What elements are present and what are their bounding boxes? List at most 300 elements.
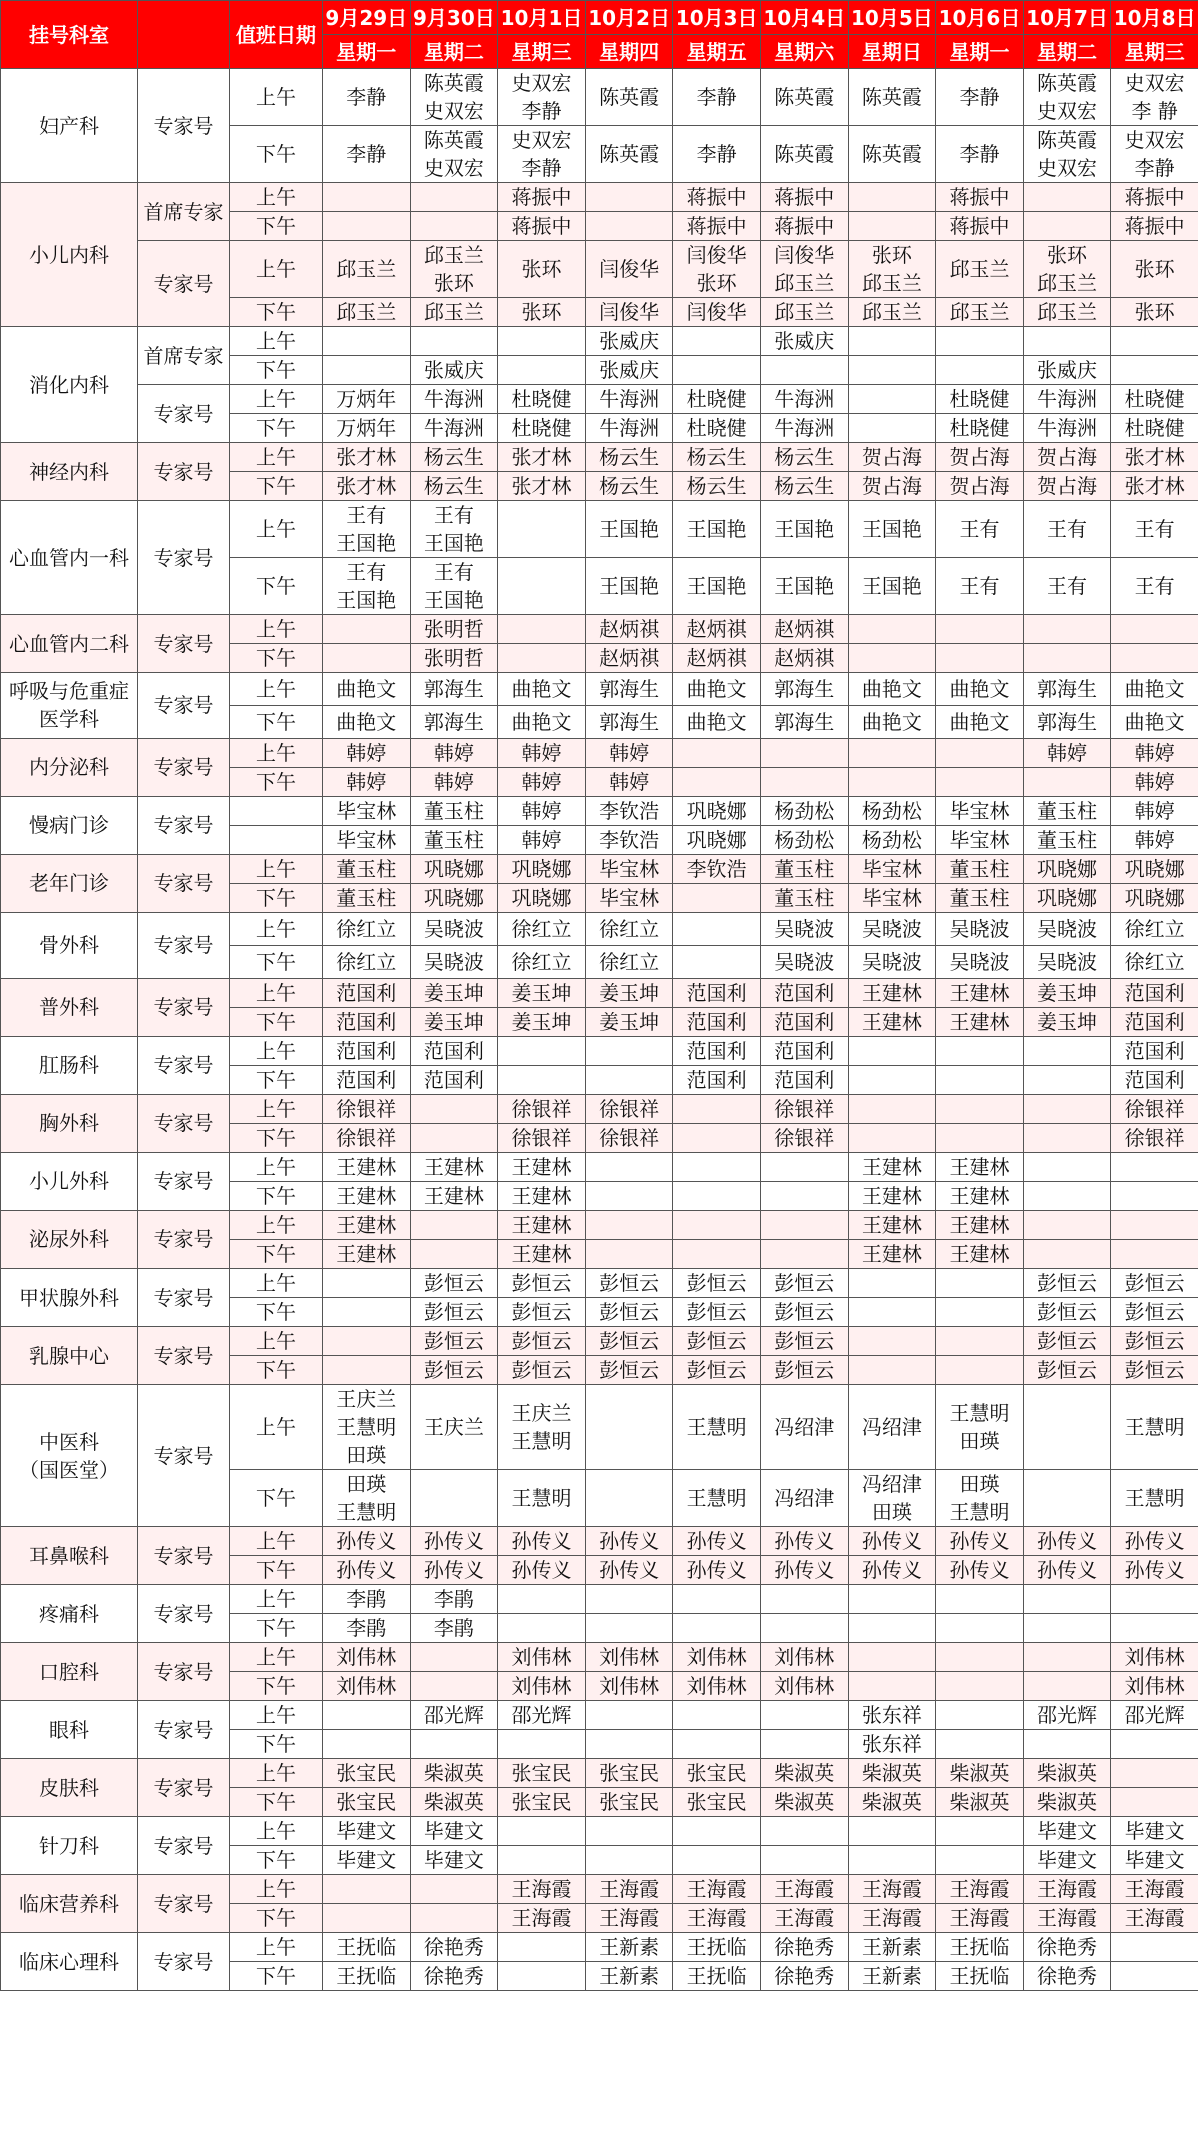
doctor-cell: 王有 <box>1111 501 1198 558</box>
doctor-cell: 韩婷 <box>1111 738 1198 767</box>
doctor-cell <box>936 1123 1024 1152</box>
doctor-cell: 王建林 <box>848 978 936 1007</box>
department-name: 临床心理科 <box>1 1933 138 1991</box>
doctor-cell <box>323 1356 411 1385</box>
doctor-cell: 王海霞 <box>498 1904 586 1933</box>
period-label: 下午 <box>230 1007 323 1036</box>
doctor-cell: 韩婷 <box>323 738 411 767</box>
doctor-cell: 邵光辉 <box>410 1701 498 1730</box>
doctor-cell: 王建林 <box>936 978 1024 1007</box>
department-name: 妇产科 <box>1 69 138 183</box>
doctor-cell: 田瑛 王慧明 <box>936 1470 1024 1527</box>
doctor-cell: 刘伟林 <box>323 1643 411 1672</box>
registration-type: 专家号 <box>138 241 230 327</box>
schedule-row <box>1 673 1198 706</box>
doctor-cell: 陈英霞 史双宏 <box>410 69 498 126</box>
doctor-cell: 毕宝林 <box>848 854 936 883</box>
doctor-cell <box>673 738 761 767</box>
department-name: 内分泌科 <box>1 738 138 796</box>
doctor-cell: 吴晓波 <box>848 945 936 978</box>
doctor-cell: 姜玉坤 <box>585 1007 673 1036</box>
period-label: 上午 <box>230 1817 323 1846</box>
doctor-cell: 李鹃 <box>323 1585 411 1614</box>
doctor-cell: 王国艳 <box>760 558 848 615</box>
doctor-cell: 李鹃 <box>410 1585 498 1614</box>
doctor-cell: 郭海生 <box>1023 705 1111 738</box>
registration-type: 专家号 <box>138 796 230 854</box>
doctor-cell: 赵炳祺 <box>673 644 761 673</box>
period-label: 下午 <box>230 1962 323 1991</box>
doctor-cell: 杨云生 <box>673 472 761 501</box>
doctor-cell <box>760 1181 848 1210</box>
period-label: 上午 <box>230 1268 323 1297</box>
doctor-cell <box>1023 1065 1111 1094</box>
department-name: 普外科 <box>1 978 138 1036</box>
registration-type: 专家号 <box>138 1817 230 1875</box>
doctor-cell <box>323 212 411 241</box>
doctor-cell: 蒋振中 <box>936 212 1024 241</box>
doctor-cell <box>1023 1123 1111 1152</box>
doctor-cell: 王建林 <box>936 1007 1024 1036</box>
doctor-cell <box>936 644 1024 673</box>
doctor-cell: 吴晓波 <box>1023 945 1111 978</box>
doctor-cell: 贺占海 <box>936 443 1024 472</box>
doctor-cell: 曲艳文 <box>1111 705 1198 738</box>
doctor-cell: 孙传义 <box>760 1556 848 1585</box>
doctor-cell: 王海霞 <box>848 1875 936 1904</box>
doctor-cell <box>936 1730 1024 1759</box>
doctor-cell <box>323 615 411 644</box>
doctor-cell: 王建林 <box>848 1152 936 1181</box>
period-label: 下午 <box>230 472 323 501</box>
doctor-cell: 徐红立 <box>1111 912 1198 945</box>
doctor-cell: 姜玉坤 <box>410 1007 498 1036</box>
doctor-cell <box>673 767 761 796</box>
doctor-cell: 曲艳文 <box>323 705 411 738</box>
doctor-cell: 王国艳 <box>585 558 673 615</box>
department-name: 中医科 （国医堂） <box>1 1385 138 1527</box>
weekday-header: 星期日 <box>848 35 936 69</box>
doctor-cell <box>585 1817 673 1846</box>
registration-type: 专家号 <box>138 1152 230 1210</box>
department-name: 口腔科 <box>1 1643 138 1701</box>
doctor-cell <box>498 644 586 673</box>
doctor-cell <box>410 1904 498 1933</box>
doctor-cell <box>585 1152 673 1181</box>
doctor-cell: 刘伟林 <box>585 1672 673 1701</box>
doctor-cell: 孙传义 <box>848 1527 936 1556</box>
doctor-cell: 彭恒云 <box>498 1298 586 1327</box>
doctor-cell: 柴淑英 <box>410 1759 498 1788</box>
schedule-row <box>1 241 1198 298</box>
doctor-cell: 徐红立 <box>585 945 673 978</box>
schedule-body <box>1 69 1198 1991</box>
doctor-cell: 闫俊华 <box>585 241 673 298</box>
doctor-cell <box>1023 1239 1111 1268</box>
period-label: 上午 <box>230 912 323 945</box>
doctor-cell <box>410 1210 498 1239</box>
registration-type: 专家号 <box>138 1094 230 1152</box>
doctor-cell <box>498 501 586 558</box>
doctor-cell <box>673 945 761 978</box>
doctor-cell: 蒋振中 <box>673 212 761 241</box>
doctor-cell: 董玉柱 <box>1023 796 1111 825</box>
doctor-cell <box>1111 1614 1198 1643</box>
doctor-cell <box>673 1817 761 1846</box>
doctor-cell: 郭海生 <box>410 673 498 706</box>
doctor-cell: 邱玉兰 <box>410 298 498 327</box>
doctor-cell: 徐艳秀 <box>1023 1962 1111 1991</box>
doctor-cell: 郭海生 <box>410 705 498 738</box>
doctor-cell <box>1111 1585 1198 1614</box>
registration-type: 专家号 <box>138 501 230 615</box>
doctor-cell <box>585 183 673 212</box>
doctor-cell <box>936 1036 1024 1065</box>
doctor-cell: 刘伟林 <box>673 1672 761 1701</box>
doctor-cell: 范国利 <box>323 1065 411 1094</box>
doctor-cell: 范国利 <box>1111 978 1198 1007</box>
doctor-cell: 王庆兰 王慧明 <box>498 1385 586 1470</box>
department-name: 疼痛科 <box>1 1585 138 1643</box>
doctor-cell: 陈英霞 <box>848 69 936 126</box>
registration-type: 专家号 <box>138 1527 230 1585</box>
department-name: 小儿内科 <box>1 183 138 327</box>
doctor-cell: 韩婷 <box>498 796 586 825</box>
weekday-header: 星期一 <box>323 35 411 69</box>
doctor-cell: 邱玉兰 张环 <box>410 241 498 298</box>
doctor-cell: 孙传义 <box>673 1556 761 1585</box>
doctor-cell <box>1111 1933 1198 1962</box>
doctor-cell: 牛海洲 <box>585 385 673 414</box>
schedule-row <box>1 1527 1198 1556</box>
department-name: 心血管内二科 <box>1 615 138 673</box>
doctor-cell <box>410 1123 498 1152</box>
doctor-cell <box>848 644 936 673</box>
doctor-cell <box>936 356 1024 385</box>
department-name: 神经内科 <box>1 443 138 501</box>
period-label <box>230 796 323 825</box>
doctor-cell: 姜玉坤 <box>1023 1007 1111 1036</box>
doctor-cell: 杨劲松 <box>848 825 936 854</box>
doctor-cell: 贺占海 <box>848 443 936 472</box>
doctor-cell <box>1023 1036 1111 1065</box>
doctor-cell <box>673 1585 761 1614</box>
doctor-cell: 邱玉兰 <box>848 298 936 327</box>
period-label: 下午 <box>230 1356 323 1385</box>
doctor-cell: 孙传义 <box>410 1556 498 1585</box>
doctor-cell: 孙传义 <box>323 1527 411 1556</box>
doctor-cell: 范国利 <box>760 1065 848 1094</box>
doctor-cell: 彭恒云 <box>410 1356 498 1385</box>
doctor-cell: 田瑛 王慧明 <box>323 1470 411 1527</box>
doctor-cell: 张宝民 <box>323 1759 411 1788</box>
period-label: 下午 <box>230 705 323 738</box>
doctor-cell <box>673 1123 761 1152</box>
doctor-cell: 王抚临 <box>936 1962 1024 1991</box>
registration-type: 专家号 <box>138 1933 230 1991</box>
doctor-cell: 徐银祥 <box>498 1094 586 1123</box>
doctor-cell: 张宝民 <box>323 1788 411 1817</box>
doctor-cell: 王有 <box>1023 501 1111 558</box>
doctor-cell: 巩晓娜 <box>1023 854 1111 883</box>
doctor-cell: 毕建文 <box>323 1846 411 1875</box>
doctor-cell: 柴淑英 <box>848 1759 936 1788</box>
doctor-cell: 陈英霞 史双宏 <box>1023 69 1111 126</box>
period-label: 下午 <box>230 1470 323 1527</box>
doctor-cell: 孙传义 <box>936 1527 1024 1556</box>
doctor-cell: 王有 <box>1111 558 1198 615</box>
doctor-cell: 王有 王国艳 <box>323 558 411 615</box>
doctor-cell: 赵炳祺 <box>760 644 848 673</box>
date-header: 10月3日 <box>673 1 761 35</box>
period-label: 下午 <box>230 1181 323 1210</box>
registration-type: 专家号 <box>138 738 230 796</box>
doctor-cell: 彭恒云 <box>410 1327 498 1356</box>
doctor-cell: 蒋振中 <box>936 183 1024 212</box>
doctor-cell <box>498 1817 586 1846</box>
schedule-row <box>1 1933 1198 1962</box>
doctor-cell: 董玉柱 <box>410 796 498 825</box>
doctor-cell: 彭恒云 <box>1111 1327 1198 1356</box>
registration-type: 专家号 <box>138 1701 230 1759</box>
doctor-cell <box>410 1239 498 1268</box>
doctor-cell: 孙传义 <box>498 1556 586 1585</box>
doctor-cell: 李静 <box>323 69 411 126</box>
doctor-cell <box>936 1298 1024 1327</box>
department-name: 呼吸与危重症 医学科 <box>1 673 138 739</box>
doctor-cell: 陈英霞 <box>848 126 936 183</box>
doctor-cell: 柴淑英 <box>760 1788 848 1817</box>
doctor-cell: 王新素 <box>585 1933 673 1962</box>
doctor-cell: 邵光辉 <box>1023 1701 1111 1730</box>
doctor-cell: 曲艳文 <box>673 673 761 706</box>
period-label: 上午 <box>230 1094 323 1123</box>
doctor-cell: 董玉柱 <box>760 883 848 912</box>
doctor-cell <box>585 1385 673 1470</box>
doctor-cell: 徐银祥 <box>585 1123 673 1152</box>
doctor-cell: 王新素 <box>848 1962 936 1991</box>
doctor-cell <box>1023 1181 1111 1210</box>
doctor-cell: 杨云生 <box>585 443 673 472</box>
doctor-cell: 曲艳文 <box>936 673 1024 706</box>
period-label: 上午 <box>230 501 323 558</box>
weekday-header: 星期三 <box>498 35 586 69</box>
doctor-cell: 孙传义 <box>936 1556 1024 1585</box>
period-label <box>230 825 323 854</box>
doctor-cell: 徐红立 <box>323 912 411 945</box>
doctor-cell: 吴晓波 <box>1023 912 1111 945</box>
doctor-cell <box>760 1846 848 1875</box>
doctor-cell: 韩婷 <box>410 767 498 796</box>
doctor-cell: 毕宝林 <box>848 883 936 912</box>
doctor-cell: 李静 <box>673 69 761 126</box>
doctor-cell: 彭恒云 <box>585 1356 673 1385</box>
weekday-header: 星期二 <box>410 35 498 69</box>
period-label: 上午 <box>230 1210 323 1239</box>
doctor-cell: 史双宏 李静 <box>1111 126 1198 183</box>
doctor-cell <box>673 1614 761 1643</box>
doctor-cell <box>323 356 411 385</box>
doctor-cell <box>585 1730 673 1759</box>
doctor-cell: 韩婷 <box>323 767 411 796</box>
doctor-cell: 孙传义 <box>498 1527 586 1556</box>
doctor-cell: 孙传义 <box>848 1556 936 1585</box>
doctor-cell <box>936 738 1024 767</box>
doctor-cell <box>673 356 761 385</box>
doctor-cell: 王海霞 <box>585 1875 673 1904</box>
doctor-cell: 王建林 <box>410 1181 498 1210</box>
header-dept: 挂号科室 <box>1 1 138 69</box>
doctor-cell: 张威庆 <box>760 327 848 356</box>
date-header: 9月30日 <box>410 1 498 35</box>
period-label: 下午 <box>230 767 323 796</box>
doctor-cell: 彭恒云 <box>1023 1327 1111 1356</box>
registration-type: 专家号 <box>138 854 230 912</box>
registration-type: 专家号 <box>138 673 230 739</box>
doctor-cell: 王有 <box>936 558 1024 615</box>
doctor-cell <box>760 1817 848 1846</box>
doctor-cell: 韩婷 <box>498 767 586 796</box>
doctor-cell: 闫俊华 张环 <box>673 241 761 298</box>
doctor-cell: 吴晓波 <box>760 912 848 945</box>
doctor-cell: 姜玉坤 <box>1023 978 1111 1007</box>
doctor-cell: 韩婷 <box>410 738 498 767</box>
doctor-cell: 刘伟林 <box>498 1672 586 1701</box>
period-label: 下午 <box>230 414 323 443</box>
doctor-cell: 王国艳 <box>673 501 761 558</box>
doctor-cell: 董玉柱 <box>323 854 411 883</box>
schedule-row <box>1 854 1198 883</box>
doctor-cell: 郭海生 <box>585 705 673 738</box>
doctor-cell <box>323 327 411 356</box>
doctor-cell: 杜晓健 <box>1111 414 1198 443</box>
doctor-cell <box>760 1239 848 1268</box>
doctor-cell: 柴淑英 <box>760 1759 848 1788</box>
doctor-cell <box>936 1094 1024 1123</box>
doctor-cell <box>585 1701 673 1730</box>
doctor-cell: 牛海洲 <box>760 385 848 414</box>
doctor-cell <box>585 1036 673 1065</box>
doctor-cell <box>936 1327 1024 1356</box>
doctor-cell: 王慧明 田瑛 <box>936 1385 1024 1470</box>
doctor-cell: 王国艳 <box>848 558 936 615</box>
doctor-cell <box>760 738 848 767</box>
registration-type: 首席专家 <box>138 183 230 241</box>
doctor-cell: 彭恒云 <box>498 1356 586 1385</box>
doctor-cell <box>936 1614 1024 1643</box>
doctor-cell: 张才林 <box>498 443 586 472</box>
doctor-cell: 范国利 <box>323 978 411 1007</box>
doctor-cell: 张威庆 <box>410 356 498 385</box>
doctor-cell: 邱玉兰 <box>323 241 411 298</box>
doctor-cell: 王建林 <box>848 1181 936 1210</box>
doctor-cell <box>848 1094 936 1123</box>
doctor-cell <box>1023 1152 1111 1181</box>
doctor-cell: 毕建文 <box>410 1846 498 1875</box>
doctor-cell <box>936 1846 1024 1875</box>
period-label: 上午 <box>230 69 323 126</box>
doctor-cell: 赵炳祺 <box>585 615 673 644</box>
period-label: 下午 <box>230 1298 323 1327</box>
doctor-cell <box>936 615 1024 644</box>
doctor-cell <box>1111 1730 1198 1759</box>
period-label: 上午 <box>230 978 323 1007</box>
doctor-cell <box>673 912 761 945</box>
doctor-cell: 王海霞 <box>936 1875 1024 1904</box>
doctor-cell <box>848 1036 936 1065</box>
doctor-cell: 曲艳文 <box>936 705 1024 738</box>
period-label: 下午 <box>230 212 323 241</box>
doctor-cell: 柴淑英 <box>1023 1759 1111 1788</box>
doctor-cell <box>585 1210 673 1239</box>
doctor-cell <box>848 414 936 443</box>
doctor-cell: 王庆兰 <box>410 1385 498 1470</box>
period-label: 上午 <box>230 385 323 414</box>
doctor-cell: 王海霞 <box>1111 1875 1198 1904</box>
doctor-cell <box>1023 1730 1111 1759</box>
period-label: 上午 <box>230 241 323 298</box>
doctor-cell <box>585 1585 673 1614</box>
doctor-cell: 王海霞 <box>760 1904 848 1933</box>
doctor-cell <box>848 356 936 385</box>
doctor-cell: 张才林 <box>1111 472 1198 501</box>
doctor-cell <box>1111 1239 1198 1268</box>
doctor-cell: 王海霞 <box>673 1904 761 1933</box>
doctor-cell: 王海霞 <box>585 1904 673 1933</box>
department-name: 小儿外科 <box>1 1152 138 1210</box>
doctor-cell: 杜晓健 <box>936 385 1024 414</box>
doctor-cell: 范国利 <box>673 1036 761 1065</box>
doctor-cell: 彭恒云 <box>673 1327 761 1356</box>
doctor-cell <box>410 1730 498 1759</box>
doctor-cell: 徐银祥 <box>498 1123 586 1152</box>
doctor-cell: 王国艳 <box>848 501 936 558</box>
doctor-cell: 毕宝林 <box>936 796 1024 825</box>
doctor-cell <box>760 1614 848 1643</box>
doctor-cell <box>936 1065 1024 1094</box>
doctor-cell: 邵光辉 <box>498 1701 586 1730</box>
doctor-cell <box>848 1123 936 1152</box>
doctor-cell <box>1023 644 1111 673</box>
doctor-cell: 彭恒云 <box>1111 1298 1198 1327</box>
weekday-header: 星期四 <box>585 35 673 69</box>
period-label: 下午 <box>230 644 323 673</box>
doctor-cell: 刘伟林 <box>760 1672 848 1701</box>
schedule-row <box>1 1036 1198 1065</box>
doctor-cell: 邱玉兰 <box>1023 298 1111 327</box>
doctor-cell: 邱玉兰 <box>936 241 1024 298</box>
doctor-cell <box>498 1962 586 1991</box>
doctor-cell: 邱玉兰 <box>936 298 1024 327</box>
doctor-cell: 毕宝林 <box>585 883 673 912</box>
period-label: 下午 <box>230 1904 323 1933</box>
doctor-cell: 巩晓娜 <box>498 883 586 912</box>
doctor-cell: 范国利 <box>760 1036 848 1065</box>
schedule-row <box>1 1875 1198 1904</box>
doctor-cell <box>323 1904 411 1933</box>
doctor-cell <box>1023 767 1111 796</box>
doctor-cell: 毕宝林 <box>936 825 1024 854</box>
doctor-cell: 张东祥 <box>848 1701 936 1730</box>
doctor-cell: 李静 <box>673 126 761 183</box>
doctor-cell: 郭海生 <box>760 673 848 706</box>
date-header: 10月8日 <box>1111 1 1198 35</box>
doctor-cell: 彭恒云 <box>1023 1356 1111 1385</box>
doctor-cell: 彭恒云 <box>498 1268 586 1297</box>
period-label: 上午 <box>230 1385 323 1470</box>
doctor-cell: 张宝民 <box>498 1759 586 1788</box>
doctor-cell <box>760 1585 848 1614</box>
